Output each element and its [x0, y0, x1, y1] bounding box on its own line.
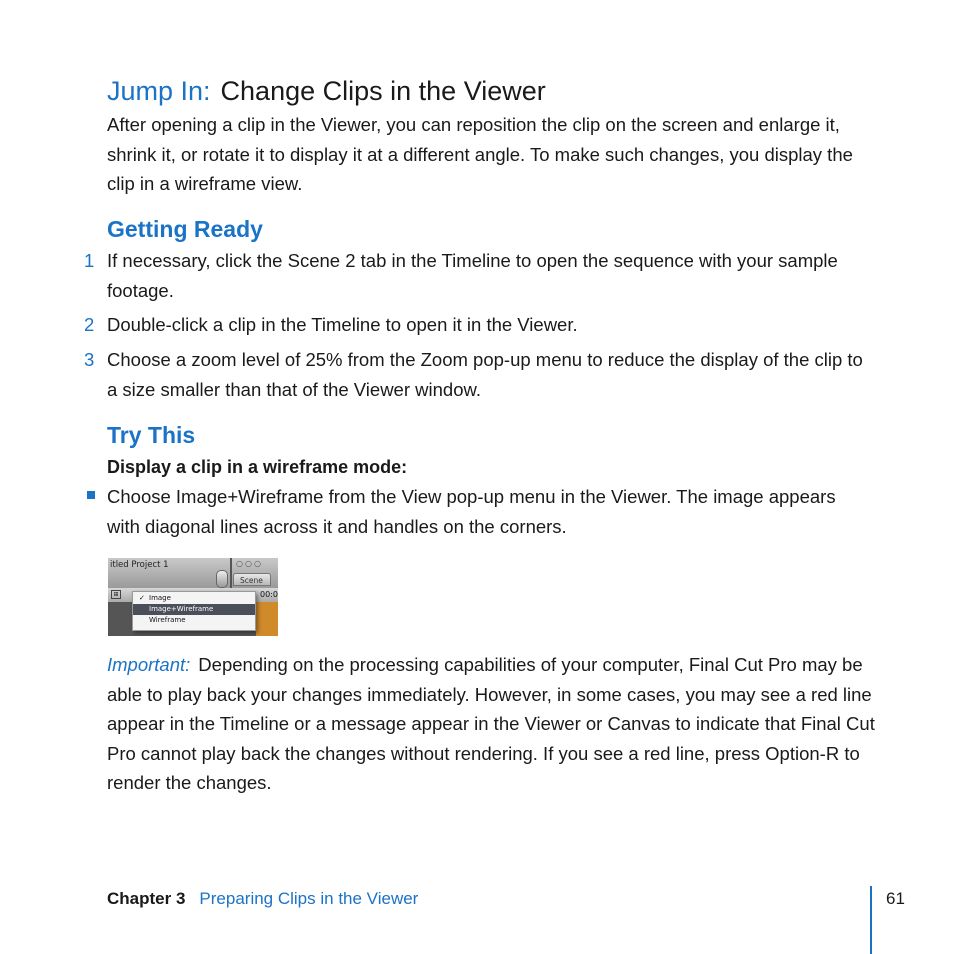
menu-item-image	[133, 593, 255, 604]
view-popup-icon: ⊞	[111, 590, 121, 599]
menu-item-label: Image+Wireframe	[149, 605, 214, 613]
bullet-text: Choose Image+Wireframe from the View pop-up menu in the Viewer. The image appears with diagonal lines across it and handles on the corners.	[107, 486, 836, 537]
step-text: If necessary, click the Scene 2 tab in the Timeline to open the sequence with your sample footage.	[107, 250, 838, 301]
window-buttons-icon: ○○○	[236, 559, 263, 568]
pane-divider	[230, 558, 232, 588]
page-number: 61	[886, 889, 905, 908]
chapter-label: Chapter 3	[107, 889, 186, 908]
try-this-subheading: Display a clip in a wireframe mode:	[107, 457, 408, 477]
step-text: Choose a zoom level of 25% from the Zoom pop-up menu to reduce the display of the clip to a size smaller than that of the Viewer window.	[107, 349, 863, 400]
clip-image	[256, 602, 278, 636]
scroll-knob-icon	[216, 570, 228, 588]
menu-item-image-wireframe	[133, 604, 255, 615]
step-number: 3	[84, 349, 95, 370]
intro-paragraph: After opening a clip in the Viewer, you can reposition the clip on the screen and enlarge it, shrink it, or rotate it to display it at a different angle. To make such changes, you display the clip in a wireframe view.	[107, 114, 853, 194]
step-number: 2	[84, 314, 95, 335]
tab-scene: Scene	[233, 573, 271, 586]
footer-divider	[870, 886, 872, 954]
menu-item-label: Image	[149, 594, 171, 602]
step-1	[84, 246, 884, 306]
step-2	[84, 310, 884, 340]
important-text: Depending on the processing capabilities of your computer, Final Cut Pro may be able to play back your changes immediately. However, in some cases, you may see a red line appear in the Timeline or a message appear in the Viewer or Canvas to indicate that Final Cut Pro cannot play back the changes without rendering. If you see a red line, press Option-R to render the changes.	[107, 654, 875, 793]
menu-item-wireframe	[133, 615, 255, 626]
try-this-heading: Try This	[107, 422, 196, 448]
important-note	[107, 650, 882, 798]
page-title	[107, 74, 546, 108]
view-menu-screenshot	[108, 558, 278, 636]
getting-ready-heading: Getting Ready	[107, 216, 263, 242]
title-prefix: Jump In:	[107, 76, 211, 106]
menu-item-label: Wireframe	[149, 616, 186, 624]
project-title: itled Project 1	[110, 560, 169, 570]
step-number: 1	[84, 250, 95, 271]
bullet-square-icon	[87, 491, 95, 499]
section-title: Preparing Clips in the Viewer	[199, 889, 419, 908]
important-label: Important:	[107, 654, 191, 675]
timecode: 00:0	[260, 590, 278, 599]
checkmark-icon: ✓	[139, 594, 145, 602]
footer-chapter	[107, 887, 418, 911]
title-main: Change Clips in the Viewer	[220, 76, 546, 106]
view-popup-menu	[132, 591, 256, 631]
step-text: Double-click a clip in the Timeline to open it in the Viewer.	[107, 314, 578, 335]
step-3	[84, 345, 884, 405]
